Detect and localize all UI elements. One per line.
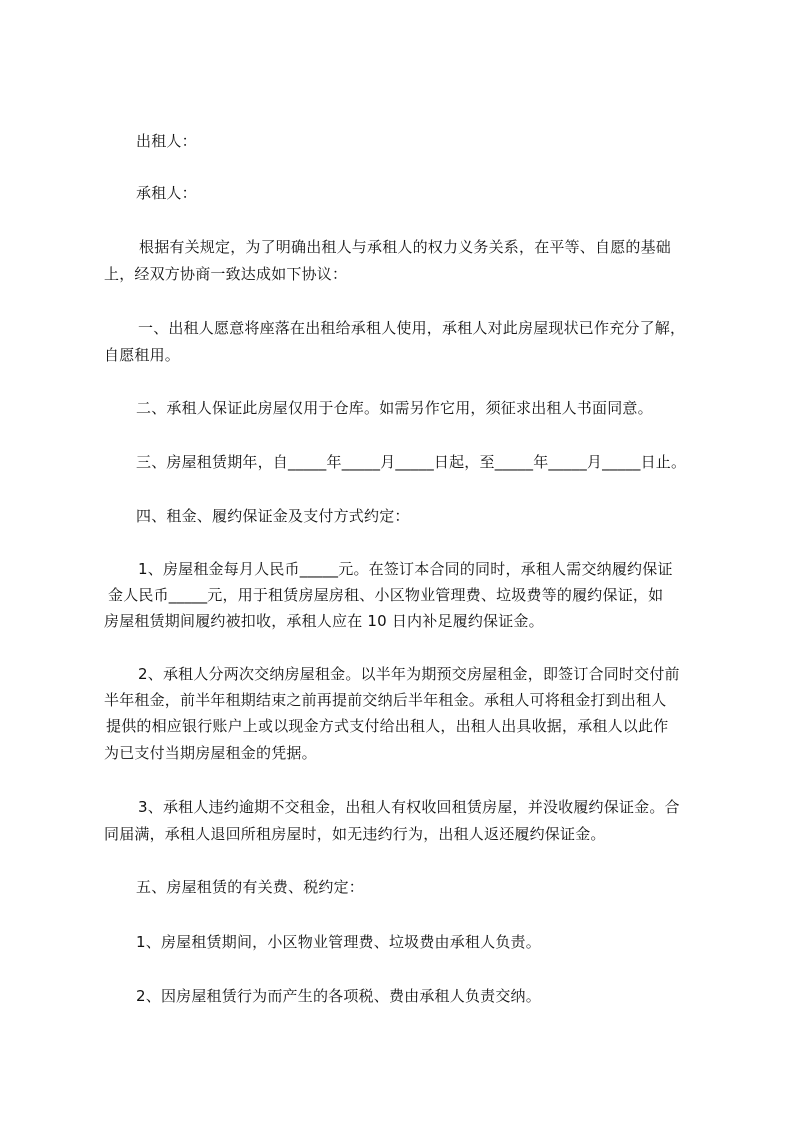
clause-4-1-line-1: 1、房屋租金每月人民币_____元。在签订本合同的同时，承租人需交纳履约保证 — [138, 560, 673, 578]
clause-4-2-line-2: 半年租金，前半年租期结束之前再提前交纳后半年租金。承租人可将租金打到出租人 — [104, 691, 667, 709]
clause-3: 三、房屋租赁期年，自_____年_____月_____日起，至_____年_____月_____日止。 — [136, 453, 687, 471]
clause-4-3-line-1: 3、承租人违约逾期不交租金，出租人有权收回租赁房屋，并没收履约保证金。合 — [138, 798, 680, 816]
preamble-line-1: 根据有关规定，为了明确出租人与承租人的权力义务关系，在平等、自愿的基础 — [139, 238, 672, 256]
preamble-line-2: 上，经双方协商一致达成如下协议： — [104, 265, 348, 283]
clause-1-line-2: 自愿租用。 — [104, 346, 181, 364]
clause-4-1-line-3: 房屋租赁期间履约被扣收，承租人应在 10 日内补足履约保证金。 — [104, 612, 544, 630]
clause-4-2-line-3: 提供的相应银行账户上或以现金方式支付给出租人，出租人出具收据，承租人以此作 — [106, 717, 669, 735]
clause-2: 二、承租人保证此房屋仅用于仓库。如需另作它用，须征求出租人书面同意。 — [136, 399, 653, 417]
clause-4-3-line-2: 同届满，承租人退回所租房屋时，如无违约行为，出租人返还履约保证金。 — [104, 825, 606, 843]
clause-4-2-line-4: 为已支付当期房屋租金的凭据。 — [104, 744, 317, 762]
clause-5-heading: 五、房屋租赁的有关费、税约定： — [136, 878, 365, 896]
clause-4-2-line-1: 2、承租人分两次交纳房屋租金。以半年为期预交房屋租金，即签订合同时交付前 — [138, 665, 680, 683]
lessee-label: 承租人： — [136, 184, 197, 202]
clause-5-2: 2、因房屋租赁行为而产生的各项税、费由承租人负责交纳。 — [136, 987, 541, 1005]
clause-1-line-1: 一、出租人愿意将座落在出租给承租人使用，承租人对此房屋现状已作充分了解， — [138, 319, 686, 337]
lessor-label: 出租人： — [136, 132, 197, 150]
clause-4-1-line-2: 金人民币_____元，用于租赁房屋房租、小区物业管理费、垃圾费等的履约保证，如 — [108, 586, 664, 604]
clause-5-1: 1、房屋租赁期间，小区物业管理费、垃圾费由承租人负责。 — [136, 933, 541, 951]
clause-4-heading: 四、租金、履约保证金及支付方式约定： — [136, 507, 410, 525]
